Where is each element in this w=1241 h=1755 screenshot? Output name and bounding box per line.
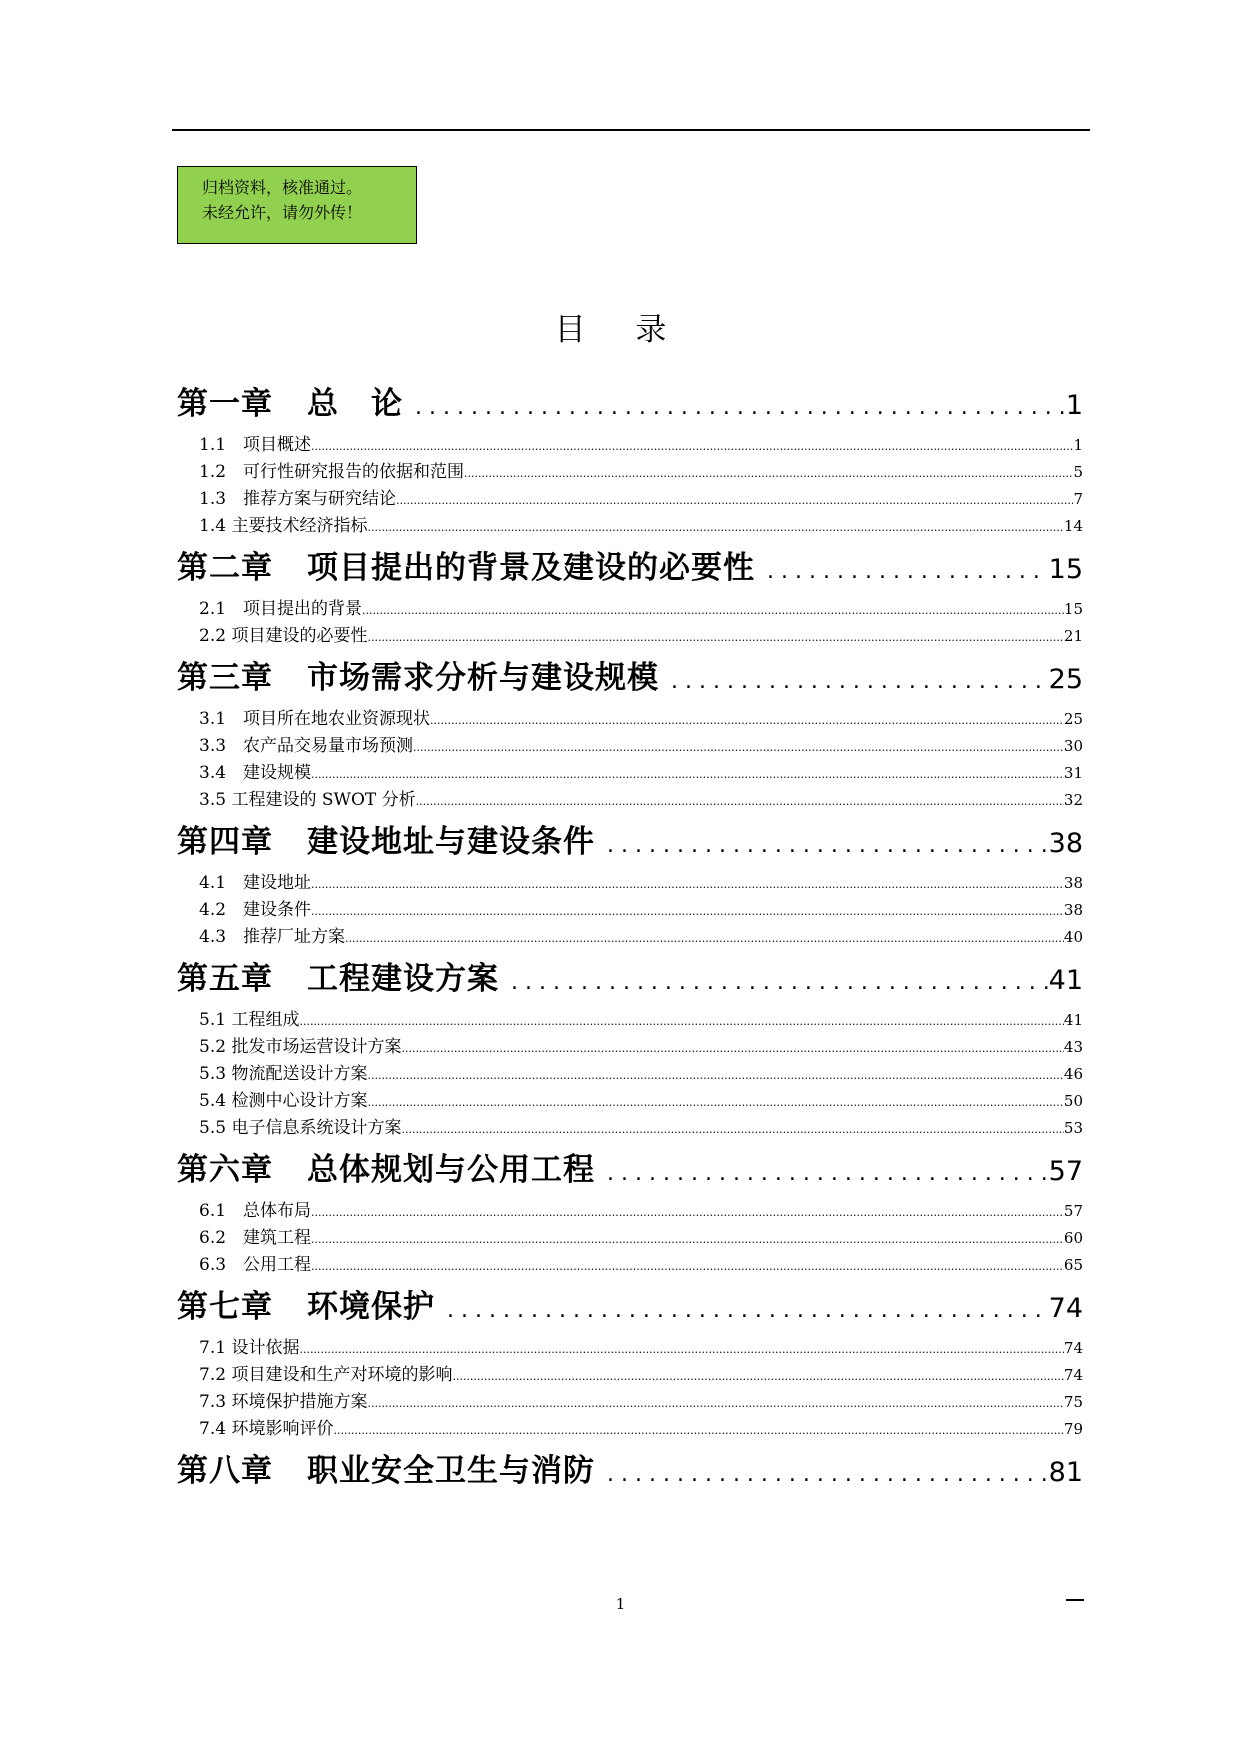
section-page: 60 xyxy=(1063,1229,1083,1247)
chapter-label xyxy=(177,542,755,587)
dot-leader xyxy=(367,1096,1063,1109)
dot-leader xyxy=(367,521,1063,534)
section-page: 50 xyxy=(1063,1092,1083,1110)
section-page: 79 xyxy=(1063,1420,1083,1438)
section-page: 38 xyxy=(1063,874,1083,892)
dot-leader xyxy=(367,1069,1063,1082)
chapter-number: 第五章 xyxy=(177,961,273,997)
chapter-number: 第二章 xyxy=(177,550,273,586)
dot-leader xyxy=(401,1042,1063,1055)
chapter-title: 环境保护 xyxy=(307,1289,435,1325)
section-entry[interactable] xyxy=(177,1333,1083,1360)
section-page: 65 xyxy=(1063,1256,1083,1274)
section-entry[interactable] xyxy=(177,731,1083,758)
footer-mark xyxy=(1066,1599,1084,1601)
section-entry[interactable] xyxy=(177,1032,1083,1059)
archive-stamp xyxy=(177,166,417,244)
section-entry[interactable] xyxy=(177,1059,1083,1086)
dot-leader xyxy=(671,669,1049,694)
section-entry[interactable] xyxy=(177,594,1083,621)
section-page: 41 xyxy=(1063,1011,1083,1029)
section-label: 1.3 推荐方案与研究结论 xyxy=(199,489,397,509)
section-label: 3.5 工程建设的 SWOT 分析 xyxy=(199,790,416,810)
section-page: 38 xyxy=(1063,901,1083,919)
section-entry[interactable] xyxy=(177,457,1083,484)
section-page: 32 xyxy=(1063,791,1083,809)
section-page: 1 xyxy=(1073,436,1083,454)
section-label: 5.3 物流配送设计方案 xyxy=(199,1064,368,1084)
table-of-contents xyxy=(177,378,1083,1497)
toc-title: 目 录 xyxy=(554,312,687,348)
section-label: 2.2 项目建设的必要性 xyxy=(199,626,368,646)
section-page: 15 xyxy=(1063,600,1083,618)
section-page: 30 xyxy=(1063,737,1083,755)
section-page: 5 xyxy=(1073,463,1083,481)
section-label: 2.1 项目提出的背景 xyxy=(199,599,363,619)
section-label: 3.4 建设规模 xyxy=(199,763,312,783)
chapter-label xyxy=(177,378,403,423)
section-label: 3.3 农产品交易量市场预测 xyxy=(199,736,414,756)
dot-leader xyxy=(367,631,1063,644)
dot-leader xyxy=(607,1161,1049,1186)
stamp-line-2: 未经允许，请勿外传！ xyxy=(202,203,363,222)
section-page: 21 xyxy=(1063,627,1083,645)
section-page: 57 xyxy=(1063,1202,1083,1220)
section-entry[interactable] xyxy=(177,621,1083,648)
dot-leader xyxy=(413,741,1064,754)
page-number: 1 xyxy=(615,1595,626,1613)
dot-leader xyxy=(311,1260,1064,1273)
section-label: 1.4 主要技术经济指标 xyxy=(199,516,368,536)
section-page: 53 xyxy=(1063,1119,1083,1137)
chapter-title: 职业安全卫生与消防 xyxy=(307,1453,595,1489)
section-label: 6.3 公用工程 xyxy=(199,1255,312,1275)
dot-leader xyxy=(311,1233,1064,1246)
chapter-page: 57 xyxy=(1048,1156,1083,1187)
chapter-label xyxy=(177,1445,595,1490)
chapter-entry[interactable] xyxy=(177,542,1083,584)
chapter-number: 第六章 xyxy=(177,1152,273,1188)
chapter-title: 总 论 xyxy=(307,386,403,422)
chapter-page: 1 xyxy=(1065,390,1083,421)
chapter-title: 工程建设方案 xyxy=(307,961,499,997)
dot-leader xyxy=(511,970,1049,995)
section-page: 25 xyxy=(1063,710,1083,728)
chapter-page: 74 xyxy=(1048,1293,1083,1324)
section-entry[interactable] xyxy=(177,1196,1083,1223)
section-label: 4.1 建设地址 xyxy=(199,873,312,893)
section-entry[interactable] xyxy=(177,1414,1083,1441)
chapter-entry[interactable] xyxy=(177,953,1083,995)
section-label: 5.2 批发市场运营设计方案 xyxy=(199,1037,402,1057)
chapter-page: 15 xyxy=(1048,554,1083,585)
dot-leader xyxy=(767,559,1049,584)
chapter-title: 项目提出的背景及建设的必要性 xyxy=(307,550,755,586)
section-page: 75 xyxy=(1063,1393,1083,1411)
section-page: 31 xyxy=(1063,764,1083,782)
dot-leader xyxy=(607,1462,1049,1487)
chapter-entry[interactable] xyxy=(177,652,1083,694)
section-entry[interactable] xyxy=(177,922,1083,949)
chapter-label xyxy=(177,652,659,697)
dot-leader xyxy=(430,714,1064,727)
chapter-number: 第三章 xyxy=(177,660,273,696)
section-page: 7 xyxy=(1073,490,1083,508)
section-page: 40 xyxy=(1063,928,1083,946)
dot-leader xyxy=(367,1397,1063,1410)
section-entry[interactable] xyxy=(177,511,1083,538)
chapter-entry[interactable] xyxy=(177,1445,1083,1487)
section-label: 1.2 可行性研究报告的依据和范围 xyxy=(199,462,465,482)
dot-leader xyxy=(447,1298,1049,1323)
dot-leader xyxy=(607,833,1049,858)
dot-leader xyxy=(464,467,1073,480)
section-label: 6.1 总体布局 xyxy=(199,1201,312,1221)
chapter-label xyxy=(177,1281,435,1326)
chapter-entry[interactable] xyxy=(177,378,1083,420)
section-label: 3.1 项目所在地农业资源现状 xyxy=(199,709,431,729)
section-entry[interactable] xyxy=(177,785,1083,812)
chapter-number: 第一章 xyxy=(177,386,273,422)
section-page: 46 xyxy=(1063,1065,1083,1083)
chapter-title: 建设地址与建设条件 xyxy=(307,824,595,860)
section-label: 5.1 工程组成 xyxy=(199,1010,300,1030)
dot-leader xyxy=(299,1343,1063,1356)
section-entry[interactable] xyxy=(177,1005,1083,1032)
section-entry[interactable] xyxy=(177,704,1083,731)
dot-leader xyxy=(311,878,1064,891)
chapter-page: 41 xyxy=(1048,965,1083,996)
dot-leader xyxy=(416,795,1064,808)
chapter-label xyxy=(177,1144,595,1189)
dot-leader xyxy=(415,395,1066,420)
section-label: 4.3 推荐厂址方案 xyxy=(199,927,346,947)
chapter-page: 81 xyxy=(1048,1457,1083,1488)
chapter-number: 第四章 xyxy=(177,824,273,860)
dot-leader xyxy=(401,1123,1063,1136)
chapter-label xyxy=(177,953,499,998)
chapter-entry[interactable] xyxy=(177,1144,1083,1186)
section-page: 14 xyxy=(1063,517,1083,535)
chapter-label xyxy=(177,816,595,861)
dot-leader xyxy=(396,494,1073,507)
chapter-number: 第八章 xyxy=(177,1453,273,1489)
chapter-title: 总体规划与公用工程 xyxy=(307,1152,595,1188)
section-label: 7.1 设计依据 xyxy=(199,1338,300,1358)
dot-leader xyxy=(311,768,1064,781)
section-entry[interactable] xyxy=(177,1223,1083,1250)
section-entry[interactable] xyxy=(177,1360,1083,1387)
chapter-number: 第七章 xyxy=(177,1289,273,1325)
dot-leader xyxy=(345,932,1064,945)
dot-leader xyxy=(311,905,1064,918)
section-label: 1.1 项目概述 xyxy=(199,435,312,455)
dot-leader xyxy=(311,440,1073,453)
section-label: 7.3 环境保护措施方案 xyxy=(199,1392,368,1412)
section-page: 43 xyxy=(1063,1038,1083,1056)
dot-leader xyxy=(333,1424,1063,1437)
section-page: 74 xyxy=(1063,1339,1083,1357)
section-entry[interactable] xyxy=(177,430,1083,457)
section-label: 5.4 检测中心设计方案 xyxy=(199,1091,368,1111)
section-label: 5.5 电子信息系统设计方案 xyxy=(199,1118,402,1138)
stamp-line-1: 归档资料，核准通过。 xyxy=(202,178,363,197)
chapter-page: 38 xyxy=(1048,828,1083,859)
dot-leader xyxy=(452,1370,1063,1383)
section-label: 7.2 项目建设和生产对环境的影响 xyxy=(199,1365,453,1385)
chapter-title: 市场需求分析与建设规模 xyxy=(307,660,659,696)
section-entry[interactable] xyxy=(177,484,1083,511)
section-label: 4.2 建设条件 xyxy=(199,900,312,920)
section-label: 6.2 建筑工程 xyxy=(199,1228,312,1248)
chapter-entry[interactable] xyxy=(177,816,1083,858)
chapter-page: 25 xyxy=(1048,664,1083,695)
section-entry[interactable] xyxy=(177,1250,1083,1277)
section-entry[interactable] xyxy=(177,895,1083,922)
dot-leader xyxy=(299,1015,1063,1028)
section-entry[interactable] xyxy=(177,758,1083,785)
section-entry[interactable] xyxy=(177,1113,1083,1140)
section-entry[interactable] xyxy=(177,868,1083,895)
dot-leader xyxy=(311,1206,1064,1219)
chapter-entry[interactable] xyxy=(177,1281,1083,1323)
section-entry[interactable] xyxy=(177,1387,1083,1414)
section-entry[interactable] xyxy=(177,1086,1083,1113)
section-page: 74 xyxy=(1063,1366,1083,1384)
section-label: 7.4 环境影响评价 xyxy=(199,1419,334,1439)
header-rule xyxy=(172,129,1090,131)
dot-leader xyxy=(362,604,1064,617)
